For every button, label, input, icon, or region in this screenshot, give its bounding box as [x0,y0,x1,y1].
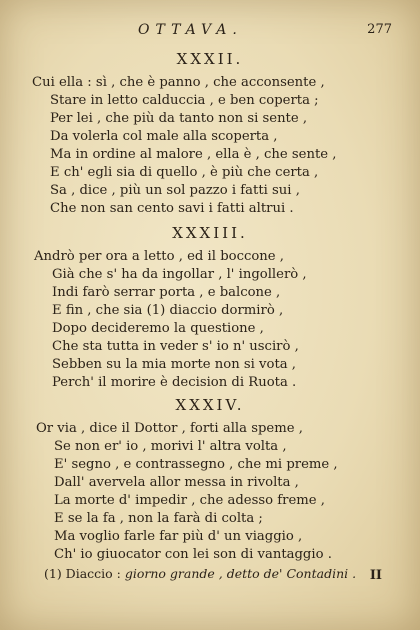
stanza-line: E ch' egli sia di quello , è più che certa , [50,165,319,180]
stanza-line: Sebben su la mia morte non si vota , [52,357,296,372]
stanza-line: Già che s' ha da ingollar , l' ingollerò , [52,267,307,282]
page-number: 277 [367,22,392,37]
stanza-line: E fin , che sia (1) diaccio dormirò , [52,303,284,318]
stanza-line: Per lei , che più da tanto non si sente , [50,111,308,126]
stanza-line: Dall' avervela allor messa in rivolta , [54,475,299,490]
stanza-line: Da volerla col male alla scoperta , [50,129,278,144]
stanza-line: Or via , dice il Dottor , forti alla speme , [36,421,303,436]
stanza-line: Indi farò serrar porta , e balcone , [52,285,281,300]
stanza-title-xxxiii: XXXIII. [172,224,248,242]
stanza-line: E' segno , e contrassegno , che mi preme , [54,457,338,472]
page-header [0,22,420,44]
stanza-line: Sa , dice , più un sol pazzo i fatti sui , [50,183,300,198]
stanza-line: Se non er' io , morivi l' altra volta , [54,439,287,454]
footnote [44,566,356,581]
running-head: OTTAVA. [138,22,243,38]
stanza-line: Dopo decideremo la questione , [52,321,264,336]
stanza-line: E se la fa , non la farà di colta ; [54,511,263,526]
stanza-title-xxxii: XXXII. [176,50,244,68]
stanza-line: Perch' il morire è decision di Ruota . [52,375,297,390]
footnote-gloss: giorno grande , detto de' Contadini . [124,566,357,581]
stanza-line: Ch' io giuocator con lei son di vantaggio . [54,547,332,562]
stanza-title-xxxiv: XXXIV. [175,396,245,414]
stanza-line: Che sta tutta in veder s' io n' uscirò , [52,339,299,354]
stanza-line: La morte d' impedir , che adesso freme , [54,493,325,508]
stanza-line: Ma voglio farle far più d' un viaggio , [54,529,303,544]
signature-mark: II [369,568,382,583]
footnote-marker: (1) Diaccio : [44,566,121,581]
stanza-line: Cui ella : sì , che è panno , che acconsente , [32,75,325,90]
stanza-line: Che non san cento savi i fatti altrui . [50,201,294,216]
stanza-line: Stare in letto calduccia , e ben coperta ; [50,93,319,108]
stanza-line: Ma in ordine al malore , ella è , che sente , [50,147,337,162]
stanza-line: Andrò per ora a letto , ed il boccone , [34,249,284,264]
